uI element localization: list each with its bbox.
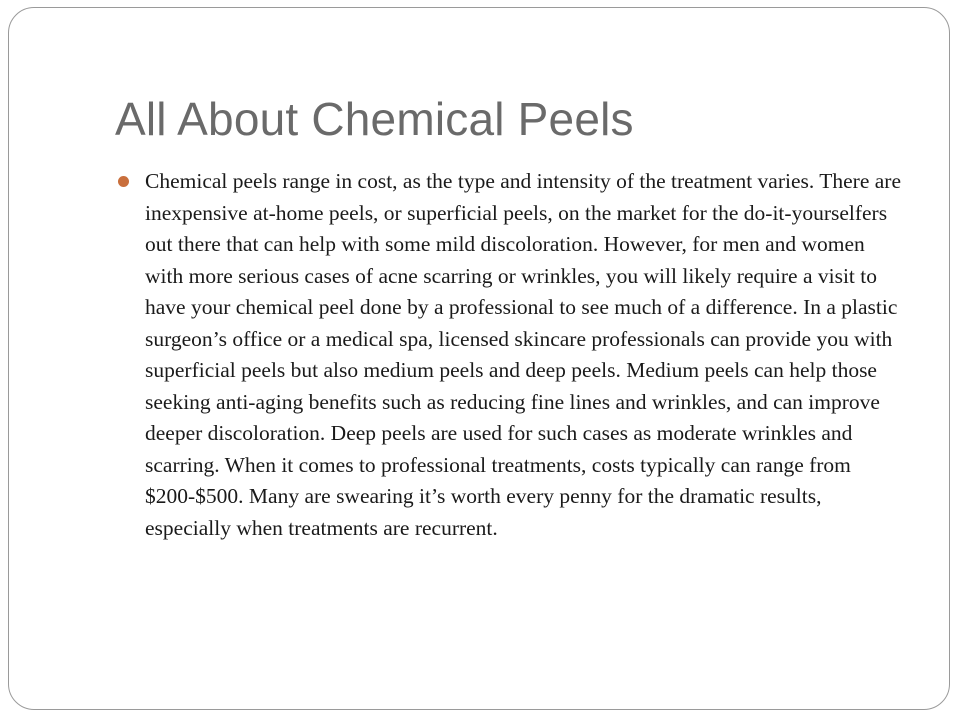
bullet-dot-icon [118, 176, 129, 187]
slide-frame [8, 7, 950, 710]
bullet-text: Chemical peels range in cost, as the type and intensity of the treatment varies. There are inexpensive at-home peels, or superficial peels, on the market for the do-it-yourselfers out there that can help with some mild discoloration. However, for men and women with more serious cases of acne scarring or wrinkles, you will likely require a visit to have your chemical peel done by a professional to see much of a difference. In a plastic surgeon’s office or a medical spa, licensed skincare professionals can provide you with superficial peels but also medium peels and deep peels. Medium peels can help those seeking anti-aging benefits such as reducing fine lines and wrinkles, and can improve deeper discoloration. Deep peels are used for such cases as moderate wrinkles and scarring. When it comes to professional treatments, costs typically can range from $200-$500. Many are swearing it’s worth every penny for the dramatic results, especially when treatments are recurrent. [145, 169, 902, 540]
slide-title: All About Chemical Peels [115, 93, 634, 145]
bullet-list [115, 166, 905, 544]
list-item [115, 166, 905, 544]
